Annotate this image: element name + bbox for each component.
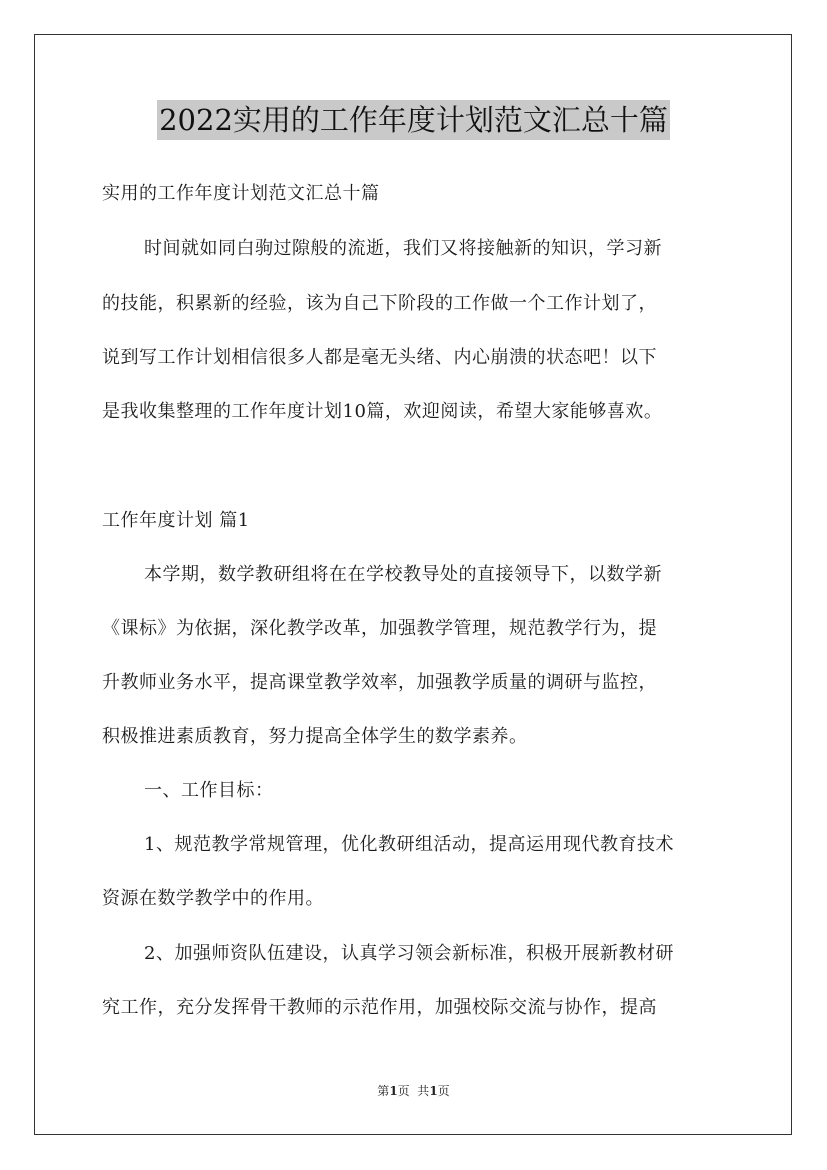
document-title: 2022实用的工作年度计划范文汇总十篇 bbox=[157, 100, 670, 140]
goal1-line-1: 1、规范教学常规管理，优化教研组活动，提高运用现代教育技术 bbox=[144, 834, 674, 855]
para1-line-2: 《课标》为依据，深化教学改革，加强教学管理，规范教学行为，提 bbox=[102, 618, 657, 639]
para1-line-4: 积极推进素质教育，努力提高全体学生的数学素养。 bbox=[102, 726, 528, 747]
intro-line-1: 时间就如同白驹过隙般的流逝，我们又将接触新的知识，学习新 bbox=[144, 238, 662, 259]
footer-page-post: 页 bbox=[437, 1084, 450, 1098]
document-subtitle: 实用的工作年度计划范文汇总十篇 bbox=[102, 183, 380, 204]
goal1-line-2: 资源在数学教学中的作用。 bbox=[102, 888, 324, 909]
page-footer bbox=[0, 1083, 827, 1099]
goals-heading: 一、工作目标： bbox=[144, 780, 274, 801]
intro-line-3: 说到写工作计划相信很多人都是毫无头绪、内心崩溃的状态吧！以下 bbox=[102, 347, 657, 368]
para1-line-1: 本学期，数学教研组将在在学校教导处的直接领导下，以数学新 bbox=[144, 564, 662, 585]
intro-line-4: 是我收集整理的工作年度计划10篇，欢迎阅读，希望大家能够喜欢。 bbox=[102, 401, 663, 422]
intro-line-2: 的技能，积累新的经验，该为自己下阶段的工作做一个工作计划了， bbox=[102, 293, 657, 314]
goal2-line-2: 究工作，充分发挥骨干教师的示范作用，加强校际交流与协作，提高 bbox=[102, 997, 657, 1018]
footer-page-pre: 第 bbox=[377, 1084, 390, 1098]
footer-page-mid: 页 共 bbox=[397, 1084, 430, 1098]
goal2-line-1: 2、加强师资队伍建设，认真学习领会新标准，积极开展新教材研 bbox=[144, 943, 674, 964]
footer-page-number: 1 bbox=[389, 1084, 398, 1098]
footer-page-total: 1 bbox=[429, 1084, 438, 1098]
section-heading: 工作年度计划 篇1 bbox=[102, 510, 250, 531]
title-container bbox=[0, 100, 827, 140]
para1-line-3: 升教师业务水平，提高课堂教学效率，加强教学质量的调研与监控， bbox=[102, 672, 657, 693]
